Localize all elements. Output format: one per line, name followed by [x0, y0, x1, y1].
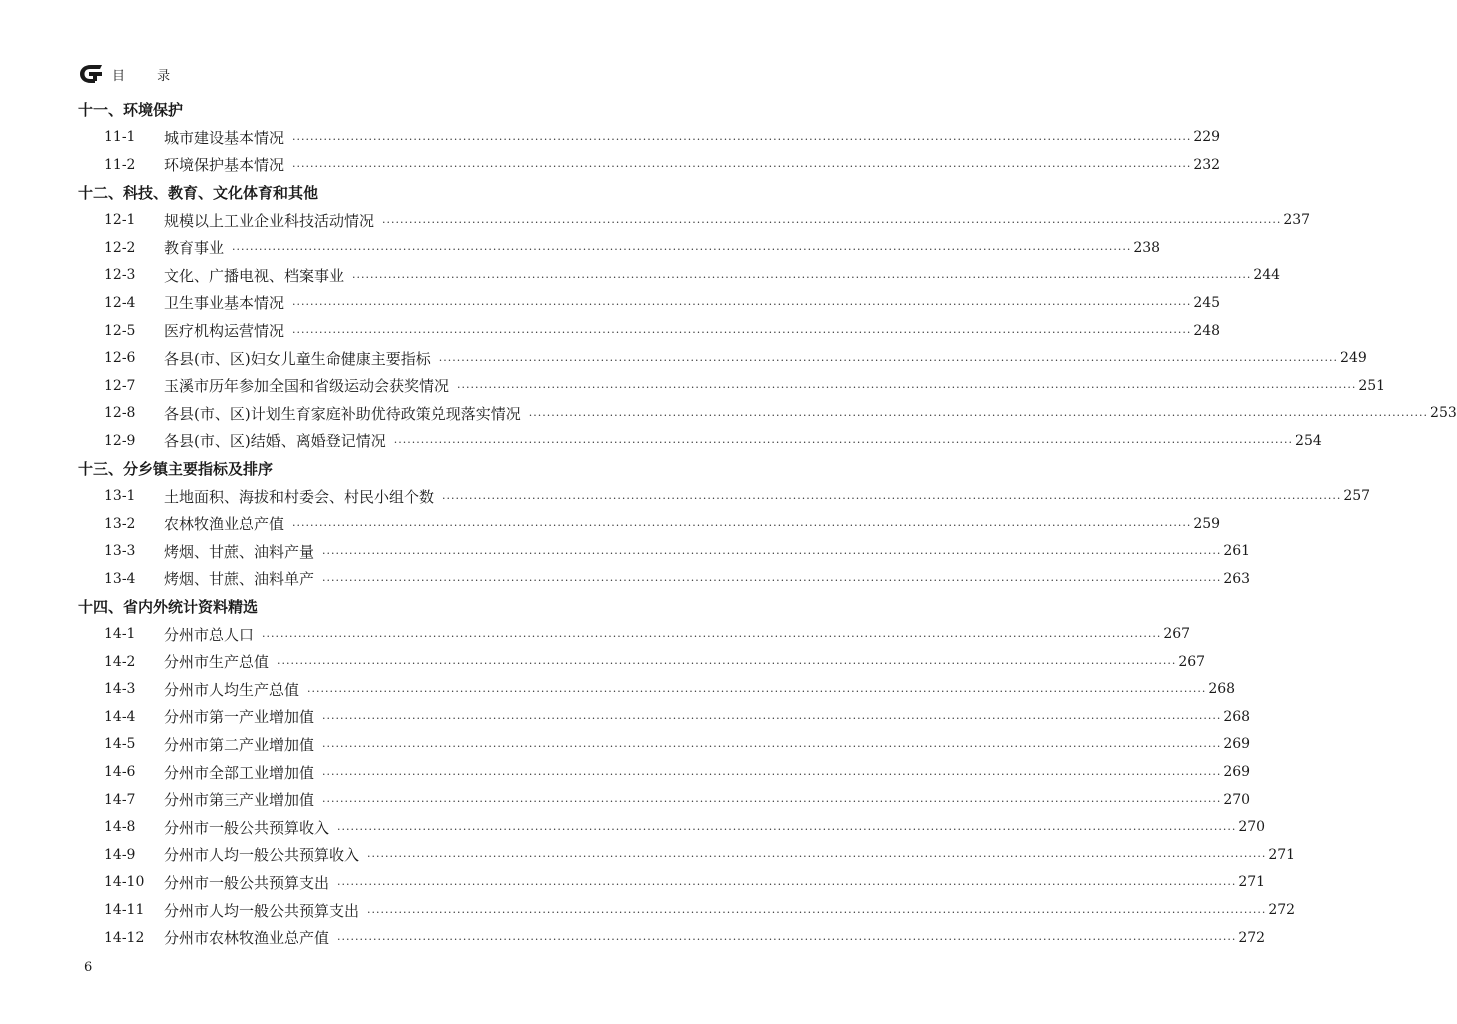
table-of-contents	[78, 96, 1457, 951]
toc-entry[interactable]	[78, 703, 1251, 731]
dot-leader: ········································································································································································································	[292, 160, 1192, 174]
toc-entry-number: 13-2	[104, 515, 136, 532]
dot-leader: ········································································································································································································	[382, 215, 1282, 229]
toc-entry-title: 城市建设基本情况	[164, 128, 285, 147]
page-header	[78, 62, 184, 86]
toc-entry-page: 267	[1178, 653, 1206, 670]
toc-entry-number: 13-3	[104, 543, 136, 560]
dot-leader: ········································································································································································································	[322, 767, 1222, 781]
publication-logo-icon	[78, 63, 104, 85]
toc-entry[interactable]	[78, 813, 1266, 841]
toc-entry-title: 分州市人均一般公共预算支出	[164, 901, 360, 920]
toc-entry[interactable]	[78, 786, 1251, 814]
toc-entry-page: 272	[1238, 929, 1266, 946]
toc-entry-page: 238	[1133, 239, 1161, 256]
toc-entry-number: 14-2	[104, 653, 136, 670]
section-title: 十四、省内外统计资料精选	[78, 597, 259, 616]
toc-entry-title: 分州市第一产业增加值	[164, 708, 315, 727]
toc-entry-number: 14-10	[104, 874, 145, 891]
toc-entry[interactable]	[78, 124, 1221, 152]
toc-entry[interactable]	[78, 372, 1386, 400]
toc-entry-title: 土地面积、海拔和村委会、村民小组个数	[164, 487, 435, 506]
toc-entry-page: 251	[1358, 377, 1386, 394]
dot-leader: ········································································································································································································	[292, 132, 1192, 146]
toc-entry-page: 272	[1268, 902, 1296, 919]
page-number: 6	[84, 960, 93, 975]
toc-entry-number: 14-6	[104, 764, 136, 781]
toc-entry-title: 分州市生产总值	[164, 653, 270, 672]
dot-leader: ········································································································································································································	[442, 491, 1342, 505]
toc-entry-title: 农林牧渔业总产值	[164, 515, 285, 534]
dot-leader: ········································································································································································································	[322, 546, 1222, 560]
toc-entry-page: 245	[1193, 294, 1221, 311]
dot-leader: ········································································································································································································	[457, 381, 1357, 395]
dot-leader: ········································································································································································································	[232, 243, 1132, 257]
dot-leader: ········································································································································································································	[322, 795, 1222, 809]
toc-entry-title: 分州市第二产业增加值	[164, 735, 315, 754]
toc-entry-number: 12-3	[104, 267, 136, 284]
toc-entry-title: 分州市人均一般公共预算收入	[164, 846, 360, 865]
toc-entry[interactable]	[78, 620, 1191, 648]
toc-entry-number: 14-9	[104, 846, 136, 863]
dot-leader: ········································································································································································································	[367, 905, 1267, 919]
dot-leader: ········································································································································································································	[262, 629, 1162, 643]
toc-entry-title: 分州市人均生产总值	[164, 680, 300, 699]
toc-entry-number: 13-1	[104, 488, 136, 505]
toc-entry[interactable]	[78, 675, 1236, 703]
dot-leader: ········································································································································································································	[367, 850, 1267, 864]
toc-entry-page: 259	[1193, 515, 1221, 532]
dot-leader: ········································································································································································································	[322, 712, 1222, 726]
toc-entry-title: 规模以上工业企业科技活动情况	[164, 211, 375, 230]
toc-entry[interactable]	[78, 400, 1457, 428]
toc-entry[interactable]	[78, 151, 1221, 179]
toc-entry-page: 254	[1295, 432, 1322, 449]
toc-entry[interactable]	[78, 427, 1322, 455]
dot-leader: ········································································································································································································	[277, 657, 1177, 671]
toc-entry-number: 14-3	[104, 681, 136, 698]
toc-entry-number: 14-1	[104, 626, 136, 643]
toc-entry[interactable]	[78, 565, 1251, 593]
dot-leader: ········································································································································································································	[352, 270, 1252, 284]
toc-entry-title: 教育事业	[164, 239, 225, 258]
toc-entry[interactable]	[78, 731, 1251, 759]
section-title: 十二、科技、教育、文化体育和其他	[78, 184, 319, 203]
toc-entry[interactable]	[78, 869, 1266, 897]
toc-entry-title: 文化、广播电视、档案事业	[164, 266, 345, 285]
dot-leader: ········································································································································································································	[307, 684, 1207, 698]
toc-entry-title: 各县(市、区)结婚、离婚登记情况	[164, 432, 386, 451]
toc-entry-title: 玉溪市历年参加全国和省级运动会获奖情况	[164, 377, 450, 396]
toc-entry[interactable]	[78, 289, 1221, 317]
toc-entry-title: 分州市农林牧渔业总产值	[164, 929, 330, 948]
dot-leader: ········································································································································································································	[393, 436, 1294, 450]
toc-entry[interactable]	[78, 482, 1371, 510]
dot-leader: ········································································································································································································	[292, 519, 1192, 533]
toc-entry-number: 12-2	[104, 239, 136, 256]
toc-entry[interactable]	[78, 896, 1296, 924]
toc-entry-number: 11-2	[104, 156, 136, 173]
toc-entry-page: 253	[1430, 405, 1457, 422]
toc-entry-number: 12-5	[104, 322, 136, 339]
toc-entry-page: 261	[1223, 543, 1251, 560]
toc-section-heading	[78, 96, 676, 124]
toc-section-heading	[78, 593, 676, 621]
toc-entry[interactable]	[78, 510, 1221, 538]
toc-entry-page: 271	[1238, 874, 1266, 891]
toc-entry-number: 14-7	[104, 791, 136, 808]
toc-entry-title: 医疗机构运营情况	[164, 322, 285, 341]
toc-entry-title: 环境保护基本情况	[164, 156, 285, 175]
toc-entry-page: 232	[1193, 156, 1221, 173]
toc-entry[interactable]	[78, 924, 1266, 952]
header-title: 目 录	[112, 68, 185, 84]
toc-entry[interactable]	[78, 758, 1251, 786]
section-title: 十三、分乡镇主要指标及排序	[78, 460, 274, 479]
dot-leader: ········································································································································································································	[438, 353, 1339, 367]
toc-entry-page: 268	[1223, 708, 1251, 725]
toc-entry[interactable]	[78, 344, 1367, 372]
dot-leader: ········································································································································································································	[322, 739, 1222, 753]
toc-entry[interactable]	[78, 538, 1251, 566]
toc-entry-number: 12-4	[104, 294, 136, 311]
toc-entry-title: 卫生事业基本情况	[164, 294, 285, 313]
toc-entry-page: 270	[1223, 791, 1251, 808]
toc-entry-number: 12-8	[104, 405, 136, 422]
toc-entry-page: 263	[1223, 570, 1251, 587]
toc-entry-page: 237	[1283, 212, 1311, 229]
section-title: 十一、环境保护	[78, 101, 184, 120]
dot-leader: ········································································································································································································	[322, 574, 1222, 588]
toc-entry[interactable]	[78, 262, 1281, 290]
toc-entry-number: 14-5	[104, 736, 136, 753]
toc-entry-number: 14-11	[104, 902, 145, 919]
toc-entry-number: 12-6	[104, 350, 136, 367]
toc-entry-page: 268	[1208, 681, 1236, 698]
toc-entry-page: 269	[1223, 736, 1251, 753]
toc-entry-number: 14-4	[104, 708, 136, 725]
toc-entry-number: 13-4	[104, 570, 136, 587]
toc-entry-title: 分州市一般公共预算支出	[164, 873, 330, 892]
toc-entry-number: 11-1	[104, 129, 136, 146]
toc-entry[interactable]	[78, 841, 1296, 869]
toc-section-heading	[78, 455, 676, 483]
toc-entry-title: 分州市总人口	[164, 625, 255, 644]
toc-entry-page: 249	[1340, 350, 1367, 367]
toc-entry-number: 12-7	[104, 377, 136, 394]
toc-entry-title: 分州市全部工业增加值	[164, 763, 315, 782]
dot-leader: ········································································································································································································	[292, 298, 1192, 312]
toc-entry-page: 270	[1238, 819, 1266, 836]
toc-entry-page: 267	[1163, 626, 1191, 643]
toc-entry-title: 烤烟、甘蔗、油料产量	[164, 542, 315, 561]
toc-entry-page: 229	[1193, 129, 1221, 146]
toc-entry-page: 271	[1268, 846, 1296, 863]
toc-entry-number: 12-1	[104, 212, 136, 229]
toc-section-heading	[78, 179, 676, 207]
toc-entry[interactable]	[78, 234, 1161, 262]
dot-leader: ········································································································································································································	[528, 408, 1429, 422]
dot-leader: ········································································································································································································	[292, 326, 1192, 340]
toc-entry-page: 248	[1193, 322, 1221, 339]
dot-leader: ········································································································································································································	[337, 822, 1237, 836]
toc-entry-title: 烤烟、甘蔗、油料单产	[164, 570, 315, 589]
toc-entry-page: 244	[1253, 267, 1281, 284]
dot-leader: ········································································································································································································	[337, 933, 1237, 947]
toc-entry[interactable]	[78, 206, 1311, 234]
toc-entry-page: 257	[1343, 488, 1371, 505]
dot-leader: ········································································································································································································	[337, 877, 1237, 891]
toc-entry-number: 12-9	[104, 432, 136, 449]
toc-entry-title: 分州市第三产业增加值	[164, 791, 315, 810]
toc-entry[interactable]	[78, 317, 1221, 345]
toc-entry-title: 分州市一般公共预算收入	[164, 818, 330, 837]
toc-entry[interactable]	[78, 648, 1206, 676]
toc-entry-title: 各县(市、区)妇女儿童生命健康主要指标	[164, 349, 431, 368]
toc-entry-number: 14-8	[104, 819, 136, 836]
toc-entry-page: 269	[1223, 764, 1251, 781]
toc-entry-title: 各县(市、区)计划生育家庭补助优待政策兑现落实情况	[164, 404, 521, 423]
toc-entry-number: 14-12	[104, 929, 145, 946]
